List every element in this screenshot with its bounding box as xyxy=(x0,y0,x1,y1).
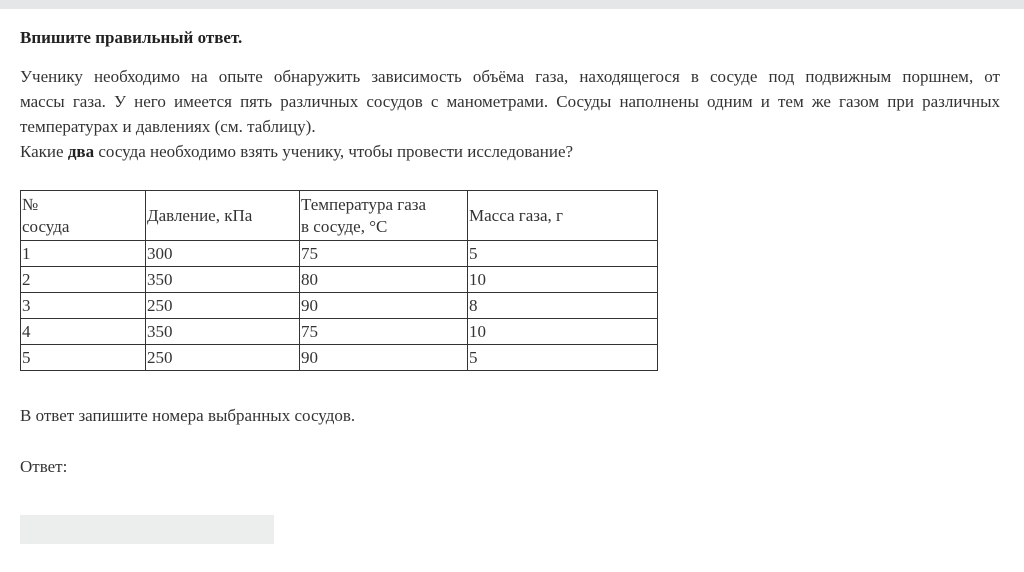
question-emphasis: два xyxy=(67,142,95,161)
problem-line: Ученику необходимо на опыте обнаружить зависимость объёма газа, находящегося в сосуде под подвижным поршнем, от xyxy=(20,67,1000,86)
table-row xyxy=(21,241,658,267)
answer-label: Ответ: xyxy=(20,457,68,476)
vessels-table xyxy=(20,190,658,371)
problem-text xyxy=(20,64,1000,139)
header-temperature: Температура газа в сосуде, °C xyxy=(300,191,468,241)
table-cell: 8 xyxy=(468,293,658,319)
question-part: Какие xyxy=(20,142,68,161)
task-instruction: Впишите правильный ответ. xyxy=(20,28,243,47)
table-row xyxy=(21,319,658,345)
table-cell: 75 xyxy=(300,319,468,345)
answer-input[interactable] xyxy=(20,515,274,544)
table-cell: 5 xyxy=(468,241,658,267)
table-cell: 300 xyxy=(146,241,300,267)
question-part: сосуда необходимо взять ученику, чтобы провести исследование? xyxy=(94,142,574,161)
table-cell: 90 xyxy=(300,293,468,319)
problem-line: температурах и давлениях (см. таблицу). xyxy=(20,117,316,136)
table-cell: 2 xyxy=(21,267,146,293)
table-cell: 350 xyxy=(146,267,300,293)
table-cell: 10 xyxy=(468,319,658,345)
table-cell: 250 xyxy=(146,293,300,319)
table-cell: 80 xyxy=(300,267,468,293)
table-row xyxy=(21,267,658,293)
header-mass: Масса газа, г xyxy=(468,191,658,241)
task-content xyxy=(20,27,1000,164)
table-cell: 350 xyxy=(146,319,300,345)
table-header-row xyxy=(21,191,658,241)
problem-line: массы газа. У него имеется пять различных сосудов с манометрами. Сосуды наполнены одним и тем же газом при различных xyxy=(20,92,1000,111)
header-pressure: Давление, кПа xyxy=(146,191,300,241)
table-cell: 250 xyxy=(146,345,300,371)
answer-instruction: В ответ запишите номера выбранных сосудов. xyxy=(20,406,356,425)
question-text xyxy=(20,139,1000,164)
top-bar xyxy=(0,0,1024,9)
table-cell: 5 xyxy=(468,345,658,371)
table-cell: 3 xyxy=(21,293,146,319)
table-row xyxy=(21,293,658,319)
table-cell: 5 xyxy=(21,345,146,371)
table-cell: 90 xyxy=(300,345,468,371)
table-cell: 1 xyxy=(21,241,146,267)
table-cell: 4 xyxy=(21,319,146,345)
table-row xyxy=(21,345,658,371)
table-cell: 75 xyxy=(300,241,468,267)
header-vessel-number: № сосуда xyxy=(21,191,146,241)
table-cell: 10 xyxy=(468,267,658,293)
